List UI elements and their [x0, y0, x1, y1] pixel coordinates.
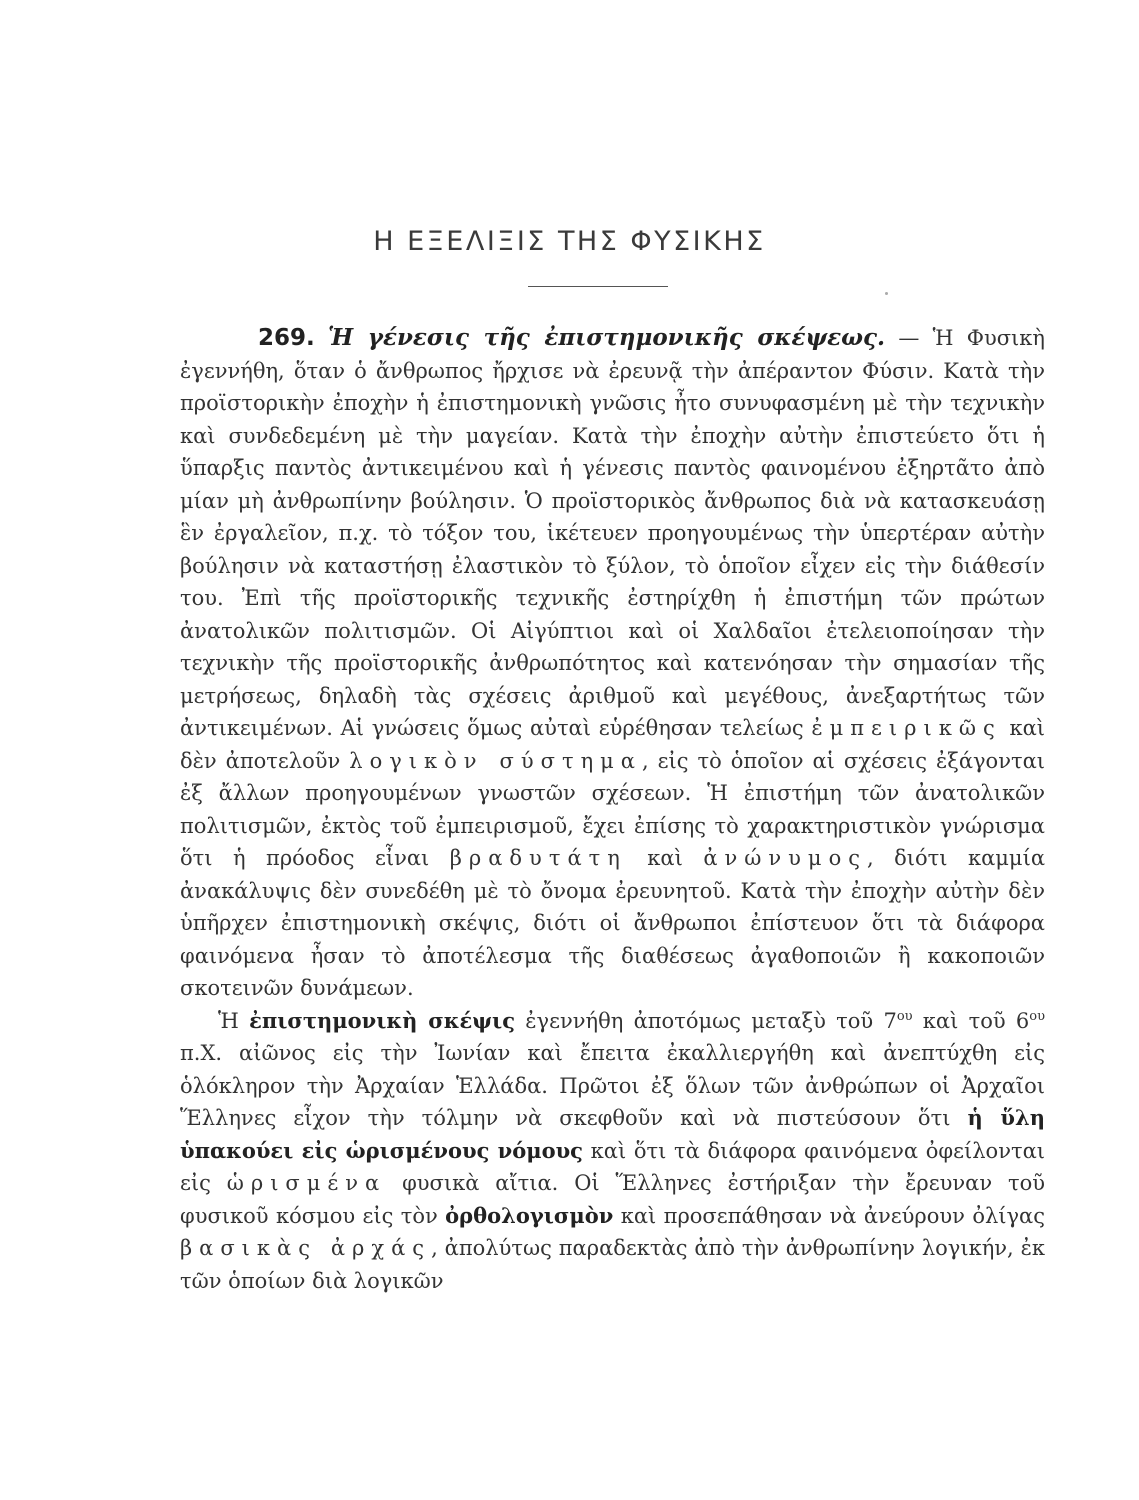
- spaced-term-basic-principles: βασικὰς ἀρχάς: [180, 1236, 432, 1260]
- superscript-1: ου: [896, 1008, 913, 1024]
- paragraph-1-text-e: , διότι καμμία ἀνακάλυψις δὲν συνεδέθη μὲ τὸ ὄνομα ἐρευνητοῦ. Κατὰ τὴν ἐποχὴν αὐτὴν δὲν ὑπῆρχεν ἐπιστημονικὴ σκέψις, διότι οἱ ἄνθρωποι ἐπίστευον ὅτι τὰ διάφορα φαινόμενα ἦσαν τὸ ἀποτέλεσμα τῆς διαθέσεως ἀγαθοποιῶν ἢ κακοποιῶν σκοτεινῶν δυνάμεων.: [180, 846, 1045, 1000]
- paragraph-2-text-i: , ἀπολύτως παραδεκτὰς ἀπὸ τὴν ἀνθρωπίνην λογικήν, ἐκ τῶν ὁποίων διὰ λογικῶν: [180, 1236, 1046, 1293]
- bold-term-rationalism: ὀρθολογισμὸν: [445, 1202, 614, 1228]
- spaced-term-anonymous: ἀνώνυμος: [703, 846, 867, 870]
- page-title: Η ΕΞΕΛΙΞΙΣ ΤΗΣ ΦΥΣΙΚΗΣ: [373, 226, 766, 257]
- paragraph-2-text-d: καὶ τοῦ 6: [912, 1008, 1030, 1033]
- paragraph-1-text-d: καὶ: [626, 846, 704, 870]
- bold-term-matter-obeys-laws: ἡ ὕλη ὑπακούει εἰς ὡρισμένους νόμους: [180, 1105, 1045, 1163]
- title-divider: [528, 286, 668, 287]
- paragraph-2-text-g: φυσικὰ αἴτια. Οἱ Ἕλληνες ἐστήριξαν τὴν ἔρευναν τοῦ φυσικοῦ κόσμου εἰς τὸν: [180, 1171, 1045, 1228]
- spaced-term-logical-system: λογικὸν σύστημα: [349, 748, 642, 773]
- paragraph-2-text-a: Ἡ: [218, 1008, 250, 1033]
- heading-dash: —: [885, 326, 933, 350]
- section-body: [180, 322, 1045, 1297]
- paragraph-1-text-a: Ἡ Φυσικὴ ἐγεννήθη, ὅταν ὁ ἄνθρωπος ἤρχισε νὰ ἐρευνᾷ τὴν ἀπέραντον Φύσιν. Κατὰ τὴν προϊστορικὴν ἐποχὴν ἡ ἐπιστημονικὴ γνῶσις ἦτο συνυφασμένη μὲ τὴν τεχνικὴν καὶ συνδεδεμένη μὲ τὴν μαγείαν. Κατὰ τὴν ἐποχὴν αὐτὴν ἐπιστεύετο ὅτι ἡ ὕπαρξις παντὸς ἀντικειμένου καὶ ἡ γένεσις παντὸς φαινομένου ἐξηρτᾶτο ἀπὸ μίαν μὴ ἀνθρωπίνην βούλησιν. Ὁ προϊστορικὸς ἄνθρωπος διὰ νὰ κατασκευάσῃ ἓν ἐργαλεῖον, π.χ. τὸ τόξον του, ἱκέτευεν προηγουμένως τὴν ὑπερτέραν αὐτὴν βούλησιν νὰ καταστήσῃ ἐλαστικὸν τὸ ξύλον, τὸ ὁποῖον εἶχεν εἰς τὴν διάθεσίν του. Ἐπὶ τῆς προϊστορικῆς τεχνικῆς ἐστηρίχθη ἡ ἐπιστήμη τῶν πρώτων ἀνατολικῶν πολιτισμῶν. Οἱ Αἰγύπτιοι καὶ οἱ Χαλδαῖοι ἐτελειοποίησαν τὴν τεχνικὴν τῆς προϊστορικῆς ἀνθρωπότητος καὶ κατενόησαν τὴν σημασίαν τῆς μετρήσεως, δηλαδὴ τὰς σχέσεις ἀριθμοῦ καὶ μεγέθους, ἀνεξαρτήτως τῶν ἀντικειμένων. Αἱ γνώσεις ὅμως αὐταὶ εὑρέθησαν τελείως: [180, 326, 1045, 740]
- paragraph-2-text-c: ἐγεννήθη ἀποτόμως μεταξὺ τοῦ 7: [515, 1008, 897, 1033]
- paragraph-2: [180, 1005, 1045, 1298]
- spaced-term-specific: ὡρισμένα: [226, 1171, 387, 1195]
- bold-term-scientific-thought: ἐπιστημονικὴ σκέψις: [249, 1007, 516, 1033]
- print-speck: [885, 292, 888, 295]
- paragraph-2-text-e: π.Χ. αἰῶνος εἰς τὴν Ἰωνίαν καὶ ἔπειτα ἐκαλλιεργήθη καὶ ἀνεπτύχθη εἰς ὁλόκληρον τὴν Ἀρχαίαν Ἑλλάδα. Πρῶτοι ἐξ ὅλων τῶν ἀνθρώπων οἱ Ἀρχαῖοι Ἕλληνες εἶχον τὴν τόλμην νὰ σκεφθοῦν καὶ νὰ πιστεύσουν ὅτι: [180, 1041, 1045, 1130]
- paragraph-2-text-h: καὶ προσεπάθησαν νὰ ἀνεύρουν ὀλίγας: [613, 1203, 1046, 1228]
- section-heading: Ἡ γένεσις τῆς ἐπιστημονικῆς σκέψεως.: [328, 324, 886, 351]
- paragraph-2-text-f: καὶ ὅτι τὰ διάφορα φαινόμενα ὀφείλονται εἰς: [180, 1138, 1045, 1195]
- spaced-term-empirically: ἐμπειρικῶς: [811, 716, 1002, 740]
- paragraph-1-text-c: , εἰς τὸ ὁποῖον αἱ σχέσεις ἐξάγονται ἐξ ἄλλων προηγουμένων γνωστῶν σχέσεων. Ἡ ἐπιστήμη τῶν ἀνατολικῶν πολιτισμῶν, ἐκτὸς τοῦ ἐμπειρισμοῦ, ἔχει ἐπίσης τὸ χαρακτηριστικὸν γνώρισμα ὅτι ἡ πρόοδος εἶναι: [180, 748, 1045, 870]
- section-number: 269.: [258, 325, 315, 351]
- spaced-term-slowest: βραδυτάτη: [449, 846, 627, 870]
- superscript-2: ου: [1029, 1008, 1045, 1024]
- paragraph-1-text-b: καὶ δὲν ἀποτελοῦν: [180, 716, 1045, 773]
- paragraph-1: [180, 322, 1045, 1005]
